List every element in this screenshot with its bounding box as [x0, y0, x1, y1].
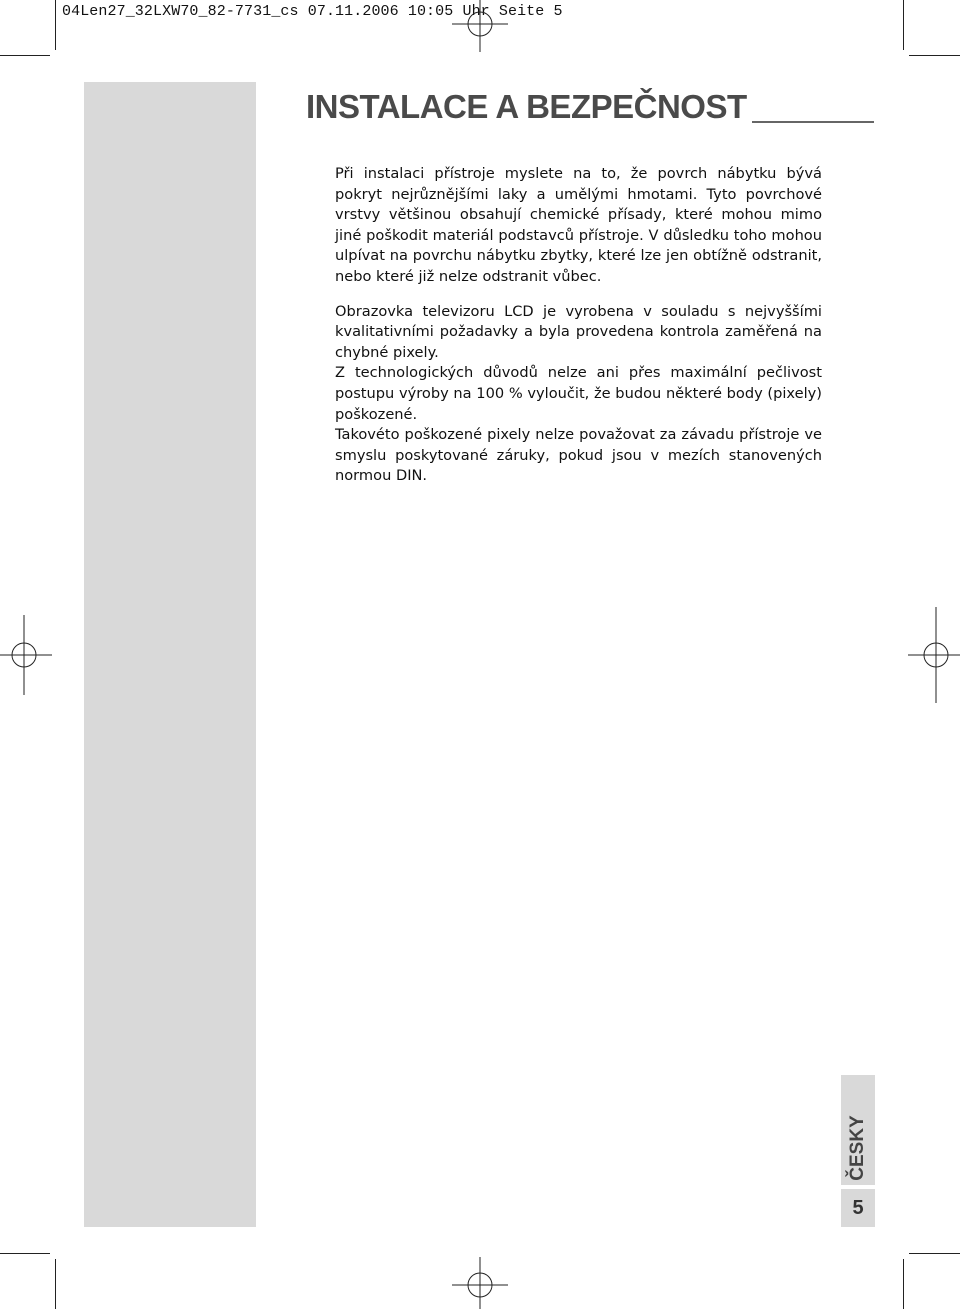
crop-mark-bottom-right-h [909, 1253, 960, 1254]
crop-mark-top-left-h [0, 55, 50, 56]
body-text [335, 164, 822, 487]
title-underline [752, 121, 874, 123]
crop-mark-bottom-right-v [903, 1259, 904, 1309]
page-title: INSTALACE A BEZPEČNOST [306, 88, 747, 125]
paragraph-lcd-quality: Obrazovka televizoru LCD je vyrobena v souladu s nejvyššími kvalitativními požadavky a byla provedena kontrola zaměřená na chybné pixely. [335, 302, 822, 361]
paragraph-pixel-defects: Z technologických důvodů nelze ani přes maximální pečlivost postupu výroby na 100 % vyloučit, že budou některé body (pixely) poškozené. [335, 364, 822, 423]
crop-mark-top-right-v [903, 0, 904, 50]
print-slug: 04Len27_32LXW70_82-7731_cs 07.11.2006 10:05 Uhr Seite 5 [62, 3, 563, 20]
left-sidebar-band [84, 82, 256, 1227]
paragraph-warranty: Takovéto poškozené pixely nelze považovat za závadu přístroje ve smyslu poskytované záruky, pokud jsou v mezích stanovených normou DIN. [335, 426, 822, 485]
page-number: 5 [841, 1189, 875, 1227]
registration-mark-bottom-icon [450, 1255, 510, 1309]
crop-mark-top-left-v [55, 0, 56, 50]
crop-mark-bottom-left-v [55, 1259, 56, 1309]
registration-mark-right-icon [906, 607, 960, 703]
registration-mark-top-icon [450, 0, 510, 54]
registration-mark-left-icon [0, 615, 54, 695]
paragraph-surface-care: Při instalaci přístroje myslete na to, že povrch nábytku bývá pokryt nejrůznějšími laky a umělými hmotami. Tyto povrchové vrstvy většinou obsahují chemické přísady, které mohou mimo jiné poškodit materiál podstavců přístroje. V důsledku toho mohou ulpívat na povrchu nábytku zbytky, které lze jen obtížně odstranit, nebo které již nelze odstranit vůbec. [335, 165, 822, 285]
crop-mark-top-right-h [909, 55, 960, 56]
crop-mark-bottom-left-h [0, 1253, 50, 1254]
language-tab-label: ČESKY [847, 1115, 868, 1181]
